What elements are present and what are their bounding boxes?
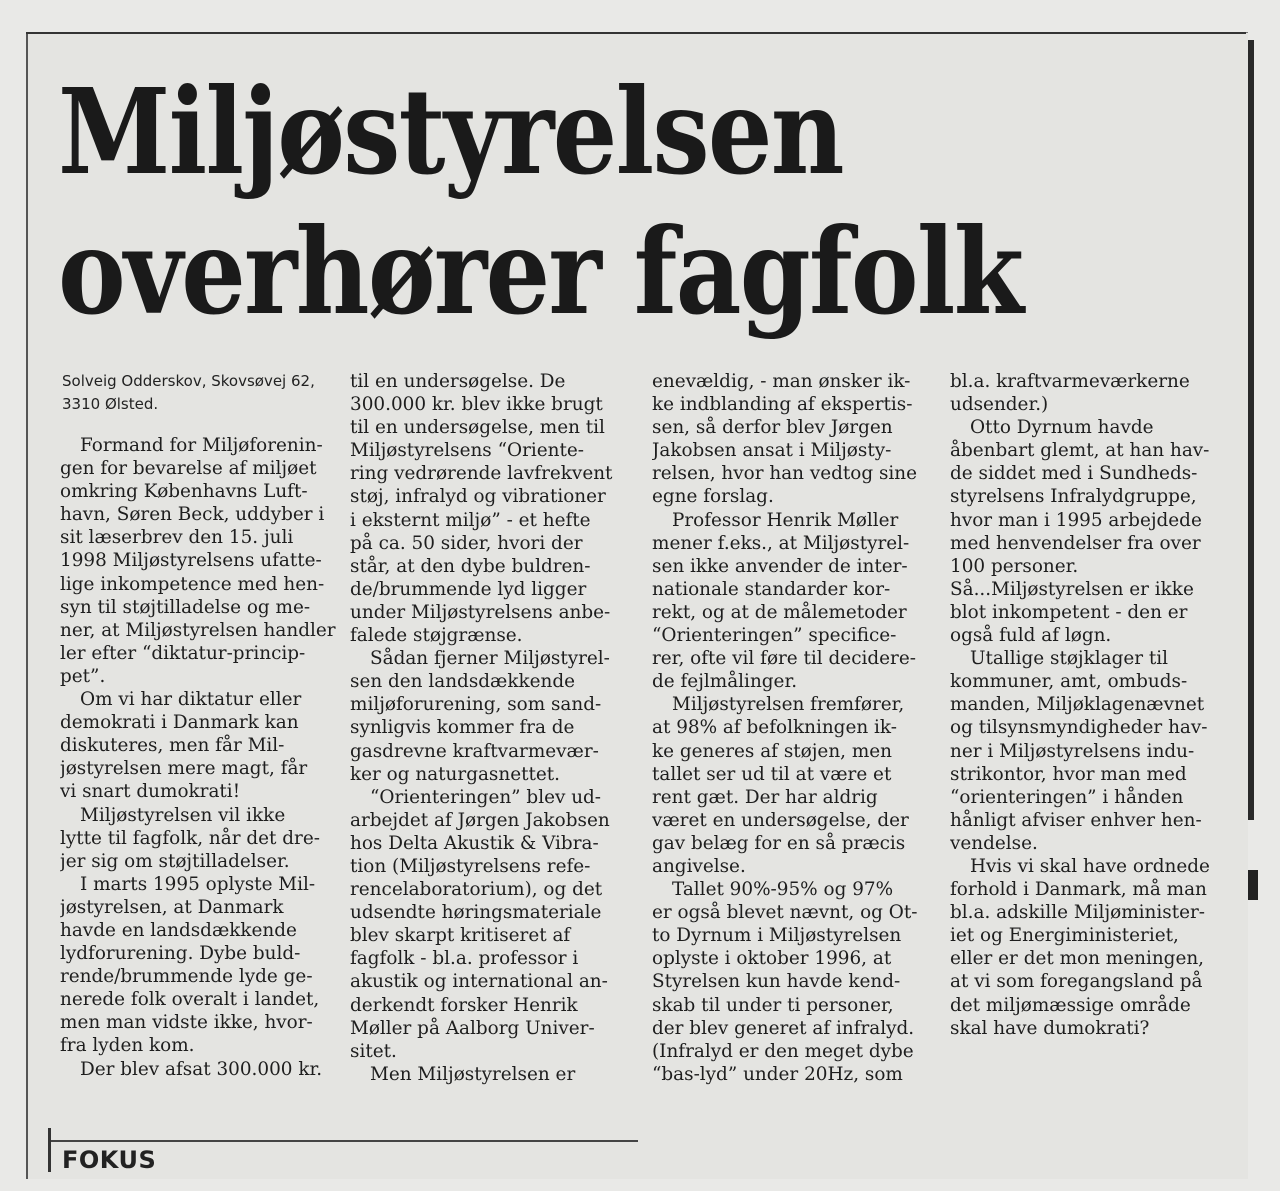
article-line: diskuteres, men får Mil- xyxy=(60,735,285,757)
article-line: styrelsens Infralydgruppe, xyxy=(950,486,1197,508)
article-line: “bas-lyd” under 20Hz, som xyxy=(652,1063,903,1085)
article-line: Hvis vi skal have ordnede xyxy=(970,855,1210,877)
article-line: jøstyrelsen, at Danmark xyxy=(60,896,284,918)
article-line: pet”. xyxy=(60,665,106,687)
article-line: ner i Miljøstyrelsens indu- xyxy=(950,740,1195,762)
article-line: akustik og international an- xyxy=(350,971,608,993)
article-line: havn, Søren Beck, uddyber i xyxy=(60,504,325,526)
article-line: manden, Miljøklagenævnet xyxy=(950,694,1205,716)
article-line: “Orienteringen” blev ud- xyxy=(370,786,602,808)
article-line: sit læserbrev den 15. juli xyxy=(60,527,294,549)
article-line: nationale standarder kor- xyxy=(652,578,891,600)
article-line: egne forslag. xyxy=(652,486,774,508)
article-line: de/brummende lyd ligger xyxy=(350,578,587,600)
article-line: miljøforurening, som sand- xyxy=(350,694,602,716)
article-line: hos Delta Akustik & Vibra- xyxy=(350,832,599,854)
article-line: hvor man i 1995 arbejdede xyxy=(950,509,1202,531)
article-column-1 xyxy=(60,434,352,1081)
article-line: med henvendelser fra over xyxy=(950,532,1201,554)
article-line: til en undersøgelse, men til xyxy=(350,417,605,439)
article-line: Om vi har diktatur eller xyxy=(80,689,302,711)
article-line: iet og Energiministeriet, xyxy=(950,925,1179,947)
article-line: skal have dumokrati? xyxy=(950,1017,1150,1039)
article-line: angivelse. xyxy=(652,855,746,877)
article-line: falede støjgrænse. xyxy=(350,625,523,647)
article-line: oplyste i oktober 1996, at xyxy=(652,948,892,970)
article-line: arbejdet af Jørgen Jakobsen xyxy=(350,809,610,831)
article-line: 300.000 kr. blev ikke brugt xyxy=(350,394,603,416)
article-line: de fejlmålinger. xyxy=(652,671,798,693)
article-line: enevældig, - man ønsker ik- xyxy=(652,371,911,392)
article-line: synligvis kommer fra de xyxy=(350,717,575,739)
right-column-rule xyxy=(1248,40,1254,820)
article-line: 100 personer. xyxy=(950,555,1079,577)
article-line: ker og naturgasnettet. xyxy=(350,763,560,785)
article-line: mener f.eks., at Miljøstyrel- xyxy=(652,532,910,554)
article-line: at 98% af befolkningen ik- xyxy=(652,717,897,739)
article-line: støj, infralyd og vibrationer xyxy=(350,486,606,508)
article-line: Styrelsen kun havde kend- xyxy=(652,971,901,993)
article-line: Formand for Miljøforenin- xyxy=(80,435,323,456)
article-line: demokrati i Danmark kan xyxy=(60,712,299,734)
article-line: omkring Københavns Luft- xyxy=(60,481,308,503)
article-line: syn til støjtilladelse og me- xyxy=(60,596,311,618)
article-line: gasdrevne kraftvarmevær- xyxy=(350,740,599,762)
article-line: jer sig om støjtilladelser. xyxy=(60,850,290,872)
article-line: relsen, hvor han vedtog sine xyxy=(652,463,918,485)
article-line: Utallige støjklager til xyxy=(970,648,1169,670)
article-line: udsendte høringsmateriale xyxy=(350,902,602,924)
top-rule xyxy=(26,32,1246,34)
article-line: til en undersøgelse. De xyxy=(350,371,566,392)
section-label: FOKUS xyxy=(62,1146,157,1174)
article-line: skab til under ti personer, xyxy=(652,994,894,1016)
article-line: Tallet 90%-95% og 97% xyxy=(672,879,894,901)
article-line: gav belæg for en så præcis xyxy=(652,832,906,854)
article-line: bl.a. kraftvarmeværkerne xyxy=(950,371,1190,392)
byline xyxy=(62,370,315,416)
article-line: tallet ser ud til at være et xyxy=(652,763,892,785)
article-line: ke generes af støjen, men xyxy=(652,740,893,762)
article-line: to Dyrnum i Miljøstyrelsen xyxy=(652,925,902,947)
article-line: forhold i Danmark, må man xyxy=(950,879,1207,901)
article-line: Sådan fjerner Miljøstyrel- xyxy=(370,648,610,670)
article-line: sen ikke anvender de inter- xyxy=(652,555,908,577)
byline-author: Solveig Odderskov, Skovsøvej 62, xyxy=(62,372,315,390)
article-line: Møller på Aalborg Univer- xyxy=(350,1017,595,1039)
article-line: I marts 1995 oplyste Mil- xyxy=(80,873,316,895)
article-column-4 xyxy=(950,370,1242,1040)
article-line: åbenbart glemt, at han hav- xyxy=(950,440,1210,462)
article-line: står, at den dybe buldren- xyxy=(350,555,591,577)
article-line: blev skarpt kritiseret af xyxy=(350,925,571,947)
article-line: også fuld af løgn. xyxy=(950,625,1112,647)
headline-line-1: Miljøstyrelsen xyxy=(58,62,843,201)
article-line: hånligt afviser enhver hen- xyxy=(950,809,1202,831)
article-line: jøstyrelsen mere magt, får xyxy=(60,758,308,780)
article-line: er også blevet nævnt, og Ot- xyxy=(652,902,918,924)
article-line: Så...Miljøstyrelsen er ikke xyxy=(950,578,1194,600)
article-line: været en undersøgelse, der xyxy=(652,809,909,831)
article-line: ner, at Miljøstyrelsen handler xyxy=(60,619,336,641)
article-line: “orienteringen” i hånden xyxy=(950,786,1184,808)
article-line: lydforurening. Dybe buld- xyxy=(60,943,301,965)
article-line: ring vedrørende lavfrekvent xyxy=(350,463,613,485)
article-line: rent gæt. Der har aldrig xyxy=(652,786,878,808)
article-line: sen den landsdækkende xyxy=(350,671,575,693)
article-line: rer, ofte vil føre til decidere- xyxy=(652,648,916,670)
article-line: ler efter “diktatur-princip- xyxy=(60,642,306,664)
article-column-3 xyxy=(652,370,944,1086)
article-line: de siddet med i Sundheds- xyxy=(950,463,1198,485)
right-edge-mark xyxy=(1248,870,1258,900)
article-line: i eksternt miljø” - et hefte xyxy=(350,509,591,531)
article-line: det miljømæssige område xyxy=(950,994,1191,1016)
article-line: Professor Henrik Møller xyxy=(672,509,899,531)
article-line: blot inkompetent - den er xyxy=(950,601,1188,623)
article-line: 1998 Miljøstyrelsens ufatte- xyxy=(60,550,322,572)
article-line: strikontor, hvor man med xyxy=(950,763,1187,785)
article-line: udsender.) xyxy=(950,394,1049,416)
article-line: Miljøstyrelsen fremfører, xyxy=(672,694,905,716)
article-line: tion (Miljøstyrelsens refe- xyxy=(350,855,591,877)
article-line: men man vidste ikke, hvor- xyxy=(60,1012,313,1034)
article-line: lytte til fagfolk, når det dre- xyxy=(60,827,320,849)
article-line: nerede folk overalt i landet, xyxy=(60,989,320,1011)
article-line: lige inkompetence med hen- xyxy=(60,573,325,595)
article-line: Otto Dyrnum havde xyxy=(970,417,1154,439)
article-line: vendelse. xyxy=(950,832,1038,854)
article-line: vi snart dumokrati! xyxy=(60,781,241,803)
article-line: derkendt forsker Henrik xyxy=(350,994,578,1016)
article-line: rende/brummende lyde ge- xyxy=(60,966,313,988)
article-line: havde en landsdækkende xyxy=(60,919,297,941)
article-line: (Infralyd er den meget dybe xyxy=(652,1040,914,1062)
article-line: eller er det mon meningen, xyxy=(950,948,1205,970)
bottom-rule xyxy=(48,1140,638,1142)
article-line: på ca. 50 sider, hvori der xyxy=(350,532,583,554)
article-line: under Miljøstyrelsens anbe- xyxy=(350,601,611,623)
article-line: at vi som foregangsland på xyxy=(950,971,1203,993)
article-line: fra lyden kom. xyxy=(60,1035,195,1057)
article-line: ke indblanding af ekspertis- xyxy=(652,394,913,416)
article-line: sitet. xyxy=(350,1040,397,1062)
article-line: Der blev afsat 300.000 kr. xyxy=(80,1058,323,1080)
article-line: og tilsynsmyndigheder hav- xyxy=(950,717,1208,739)
article-line: Men Miljøstyrelsen er xyxy=(370,1063,576,1085)
bottom-corner-rule xyxy=(48,1128,51,1172)
article-line: kommuner, amt, ombuds- xyxy=(950,671,1188,693)
article-line: Jakobsen ansat i Miljøsty- xyxy=(652,440,892,462)
article-line: sen, så derfor blev Jørgen xyxy=(652,417,893,439)
article-line: “Orienteringen” specifice- xyxy=(652,625,897,647)
article-line: Miljøstyrelsen vil ikke xyxy=(80,804,286,826)
article-line: rekt, og at de målemetoder xyxy=(652,601,907,623)
article-line: der blev generet af infralyd. xyxy=(652,1017,915,1039)
article-line: gen for bevarelse af miljøet xyxy=(60,458,317,480)
article-column-2 xyxy=(350,370,642,1086)
article-line: fagfolk - bl.a. professor i xyxy=(350,948,579,970)
article-line: rencelaboratorium), og det xyxy=(350,879,603,901)
article-line: bl.a. adskille Miljøminister- xyxy=(950,902,1205,924)
headline xyxy=(58,62,1022,342)
article-line: Miljøstyrelsens “Oriente- xyxy=(350,440,584,462)
headline-line-2: overhører fagfolk xyxy=(58,202,1023,341)
byline-address: 3310 Ølsted. xyxy=(62,395,159,413)
